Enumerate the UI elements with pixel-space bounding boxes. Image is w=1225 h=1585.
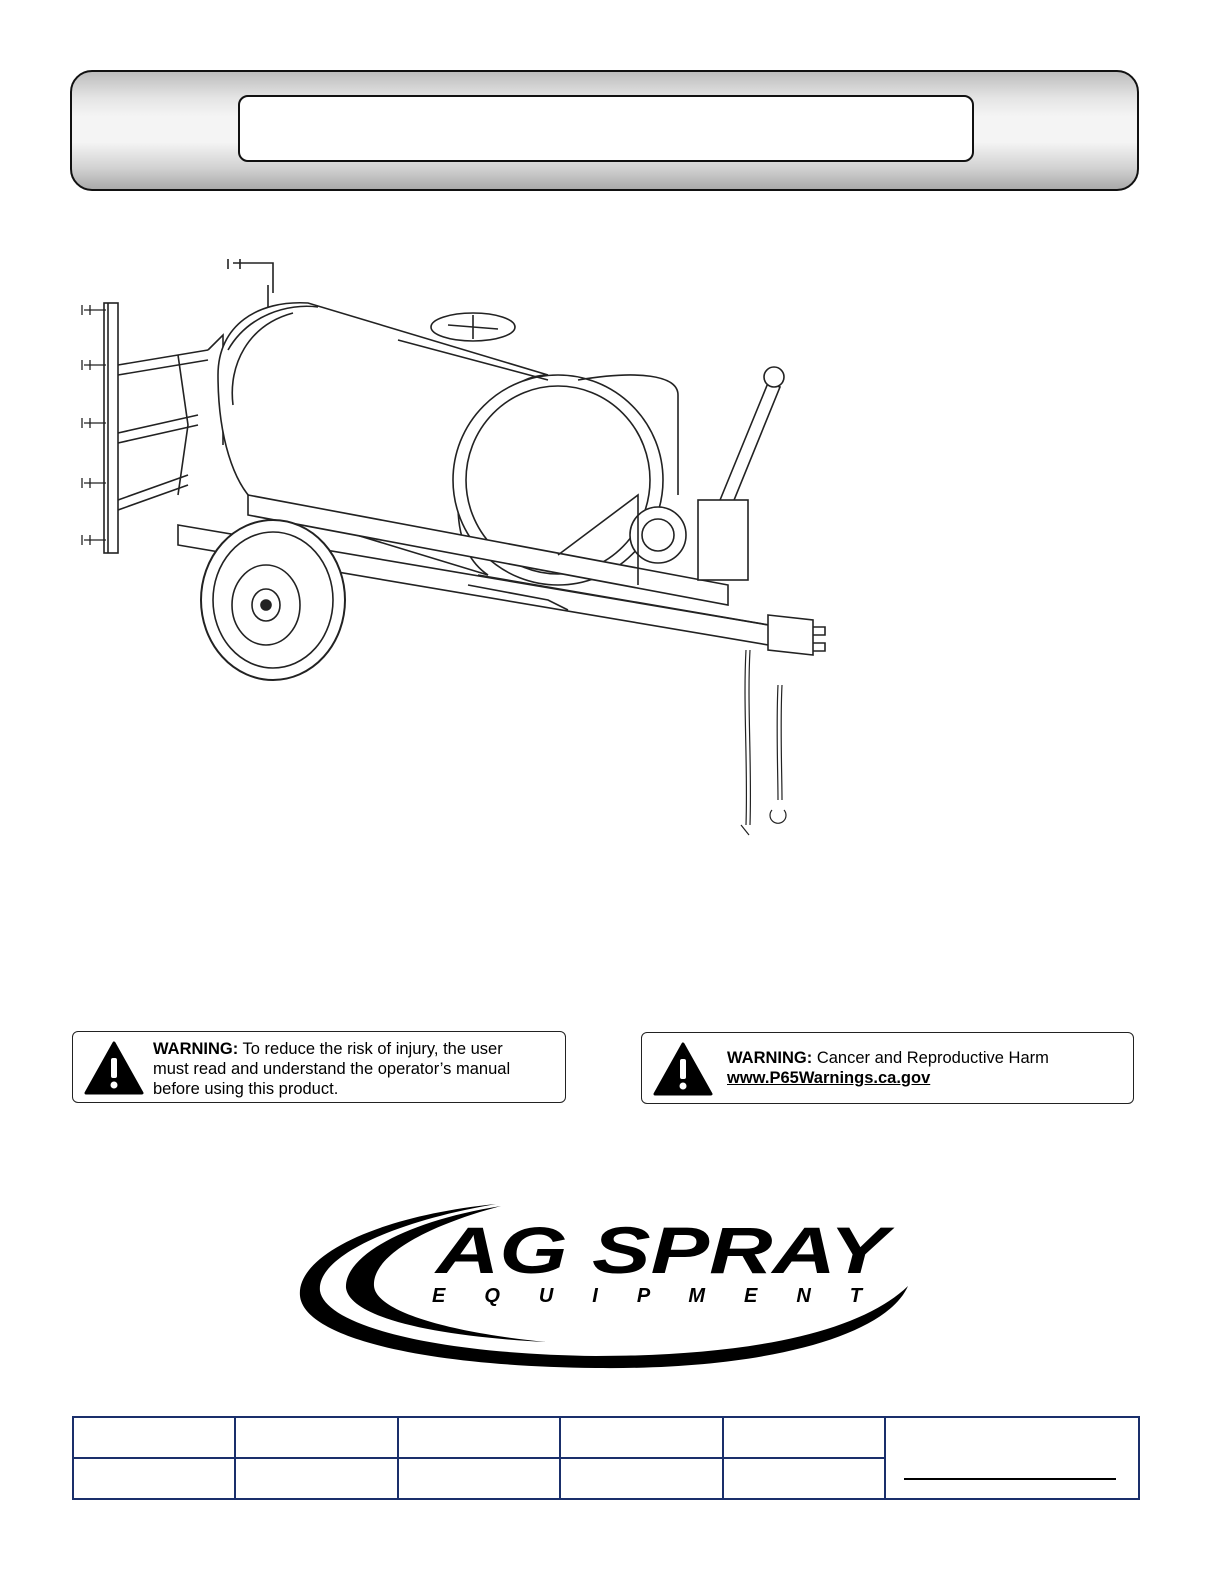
table-row (73, 1417, 1139, 1458)
warning-operator-manual (72, 1031, 566, 1103)
warning-text: WARNING: To reduce the risk of injury, the user must read and understand the operator’s manual before using this product. (153, 1040, 511, 1098)
table-cell (723, 1458, 885, 1499)
warning-prop65 (641, 1032, 1134, 1104)
p65-link[interactable]: www.P65Warnings.ca.gov (727, 1069, 931, 1087)
table-cell (235, 1417, 397, 1458)
warning-triangle-icon (83, 1040, 145, 1096)
header-banner (70, 70, 1139, 191)
header-title-box (238, 95, 974, 162)
table-cell (723, 1417, 885, 1458)
ag-spray-logo (296, 1196, 912, 1370)
safety-chains (741, 650, 786, 835)
table-cell (398, 1458, 560, 1499)
table-cell (73, 1458, 235, 1499)
table-cell (560, 1458, 722, 1499)
warning-text: WARNING: Cancer and Reproductive Harm www.P65Warnings.ca.gov (727, 1049, 1049, 1087)
warning-label: WARNING: (727, 1049, 813, 1067)
logo-line1: AG SPRAY (433, 1213, 895, 1287)
logo-line2: E Q U I P M E N T (432, 1285, 862, 1307)
signature-cell (885, 1417, 1139, 1499)
table-cell (398, 1417, 560, 1458)
sprayer-illustration (78, 255, 828, 845)
table-cell (560, 1417, 722, 1458)
table-cell (235, 1458, 397, 1499)
warning-label: WARNING: (153, 1040, 239, 1058)
signature-line (904, 1478, 1116, 1480)
warning-triangle-icon (652, 1041, 714, 1097)
wheel (201, 520, 345, 680)
spec-table (72, 1416, 1140, 1500)
table-cell (73, 1417, 235, 1458)
